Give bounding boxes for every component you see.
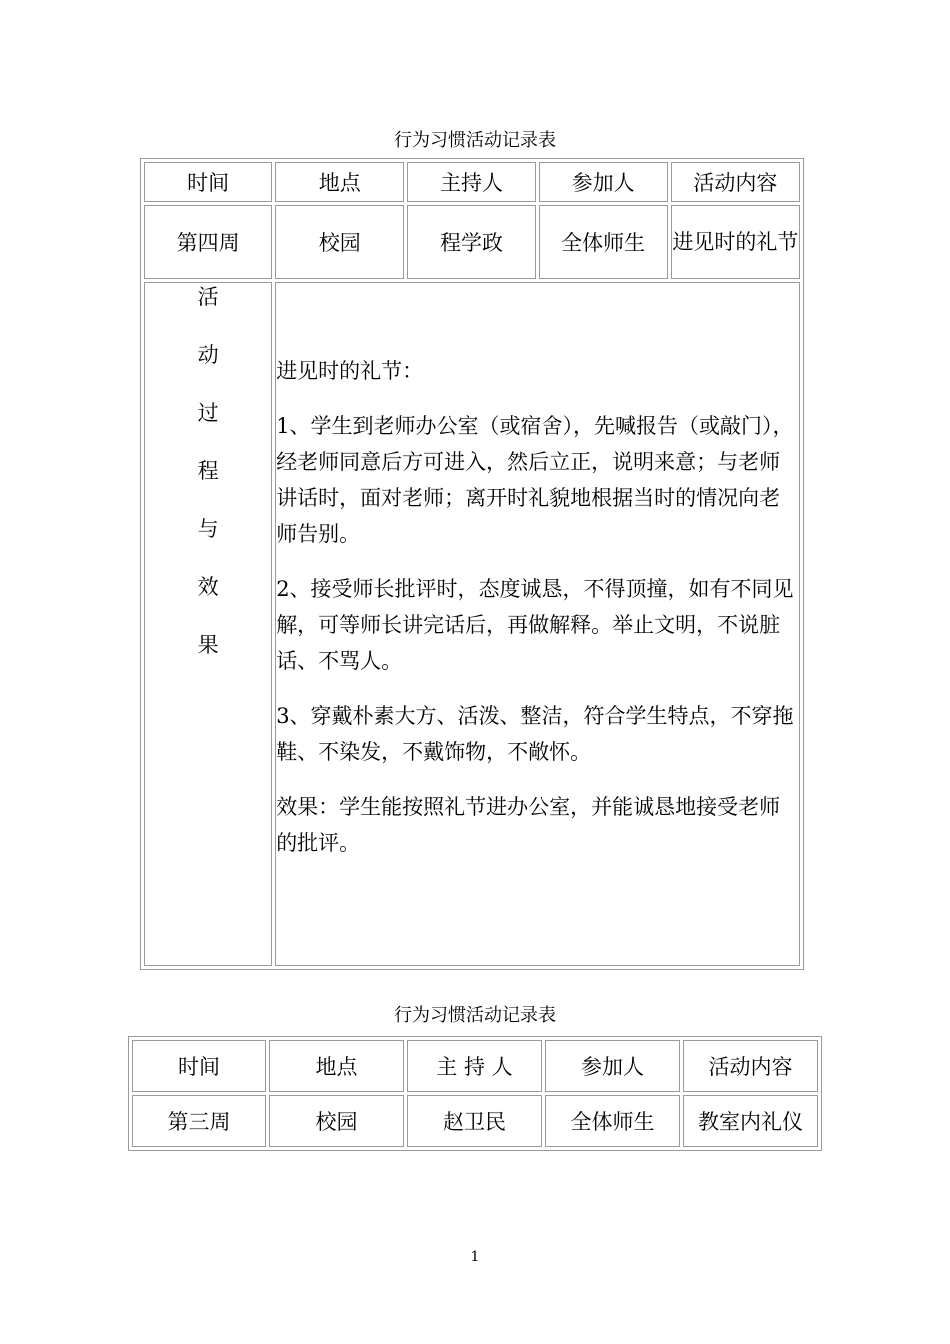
cell-activity-content: 进见时的礼节 (671, 205, 800, 279)
process-label-char: 与 (197, 517, 219, 541)
header-participants: 参加人 (539, 162, 668, 202)
cell-host: 赵卫民 (407, 1095, 542, 1147)
process-effect-label (144, 282, 272, 966)
process-label-char: 效 (197, 575, 219, 599)
process-label-char: 程 (197, 459, 219, 483)
process-label-char: 过 (197, 401, 219, 425)
table-row (132, 1095, 818, 1147)
table-header-row (144, 162, 800, 202)
table-row (144, 205, 800, 279)
header-location: 地点 (275, 162, 404, 202)
cell-host: 程学政 (407, 205, 535, 279)
header-location: 地点 (269, 1040, 404, 1092)
header-time: 时间 (144, 162, 272, 202)
cell-participants: 全体师生 (539, 205, 668, 279)
cell-activity-content: 教室内礼仪 (683, 1095, 818, 1147)
content-paragraph: 3、穿戴朴素大方、活泼、整洁，符合学生特点，不穿拖鞋、不染发，不戴饰物，不敞怀。 (276, 704, 794, 764)
content-heading: 进见时的礼节： (276, 359, 424, 383)
table2-title: 行为习惯活动记录表 (394, 1005, 556, 1026)
header-activity-content: 活动内容 (671, 162, 800, 202)
content-paragraph: 2、接受师长批评时，态度诚恳，不得顶撞，如有不同见解，可等师长讲完话后，再做解释。举止文明，不说脏话、不骂人。 (276, 577, 794, 673)
table-header-row (132, 1040, 818, 1092)
activity-record-table-1 (140, 158, 804, 970)
header-time: 时间 (132, 1040, 266, 1092)
header-host: 主持人 (407, 162, 535, 202)
content-paragraph: 1、学生到老师办公室（或宿舍），先喊报告（或敲门），经老师同意后方可进入，然后立正，说明来意；与老师讲话时，面对老师；离开时礼貌地根据当时的情况向老师告别。 (276, 414, 794, 546)
header-participants: 参加人 (545, 1040, 680, 1092)
page-number: 1 (470, 1249, 480, 1265)
process-content (275, 282, 800, 966)
header-host: 主 持 人 (407, 1040, 542, 1092)
cell-location: 校园 (269, 1095, 404, 1147)
process-label-char: 果 (197, 633, 219, 657)
table1-title: 行为习惯活动记录表 (394, 130, 556, 151)
activity-record-table-2 (128, 1036, 822, 1151)
content-effect: 效果：学生能按照礼节进办公室，并能诚恳地接受老师的批评。 (276, 795, 781, 855)
process-row (144, 282, 800, 966)
cell-time: 第三周 (132, 1095, 266, 1147)
cell-participants: 全体师生 (545, 1095, 680, 1147)
process-label-char: 活 (197, 285, 219, 309)
process-label-char: 动 (197, 343, 219, 367)
header-activity-content: 活动内容 (683, 1040, 818, 1092)
cell-time: 第四周 (144, 205, 272, 279)
cell-location: 校园 (275, 205, 404, 279)
